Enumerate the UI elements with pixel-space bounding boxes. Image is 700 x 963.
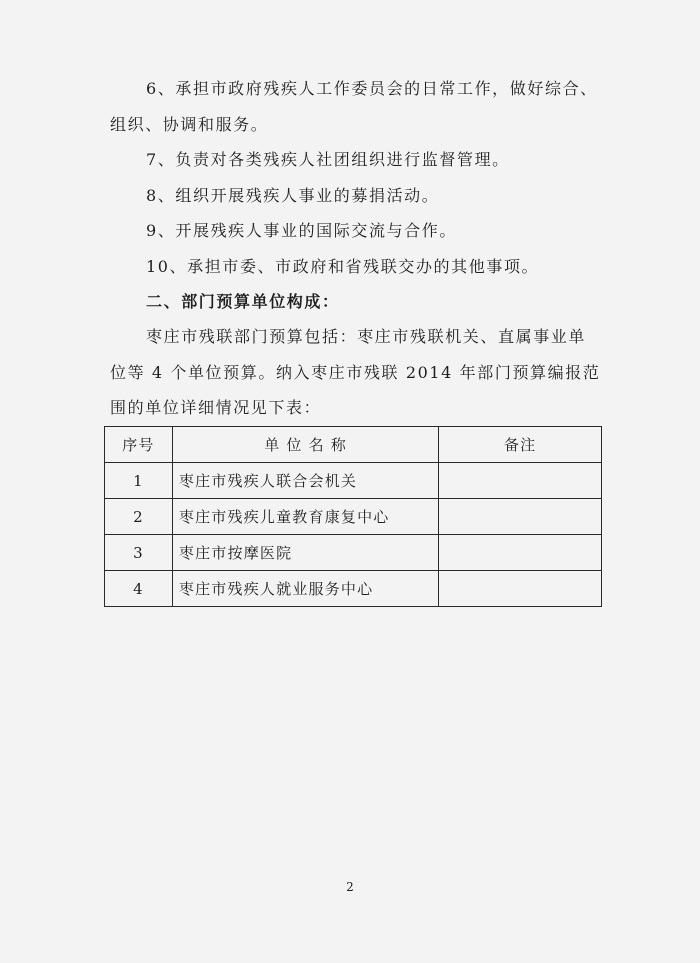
row-index: 4 xyxy=(105,571,173,607)
paragraph-item-7: 7、负责对各类残疾人社团组织进行监督管理。 xyxy=(146,150,510,169)
paragraph-item-8: 8、组织开展残疾人事业的募捐活动。 xyxy=(146,186,440,205)
table-row xyxy=(105,463,602,499)
table-row xyxy=(105,535,602,571)
header-index: 序号 xyxy=(105,427,173,463)
paragraph-item-6: 6、承担市政府残疾人工作委员会的日常工作，做好综合、 xyxy=(146,79,598,98)
row-unit-name: 枣庄市按摩医院 xyxy=(172,535,438,571)
header-remarks: 备注 xyxy=(439,427,602,463)
row-index: 3 xyxy=(105,535,173,571)
table-header-row xyxy=(105,427,602,463)
table-row xyxy=(105,571,602,607)
header-unit-name: 单 位 名 称 xyxy=(172,427,438,463)
row-index: 2 xyxy=(105,499,173,535)
paragraph-item-9: 9、开展残疾人事业的国际交流与合作。 xyxy=(146,221,457,240)
intro-line-1: 枣庄市残联部门预算包括：枣庄市残联机关、直属事业单 xyxy=(146,327,587,346)
table-row xyxy=(105,499,602,535)
row-unit-name: 枣庄市残疾人联合会机关 xyxy=(172,463,438,499)
row-index: 1 xyxy=(105,463,173,499)
row-remarks xyxy=(439,499,602,535)
row-unit-name: 枣庄市残疾人就业服务中心 xyxy=(172,571,438,607)
row-unit-name: 枣庄市残疾儿童教育康复中心 xyxy=(172,499,438,535)
intro-line-3: 围的单位详细情况见下表： xyxy=(110,398,322,417)
section-heading: 二、部门预算单位构成： xyxy=(146,292,340,311)
budget-units-table xyxy=(104,426,602,607)
intro-line-2: 位等 4 个单位预算。纳入枣庄市残联 2014 年部门预算编报范 xyxy=(110,363,601,382)
paragraph-item-10: 10、承担市委、市政府和省残联交办的其他事项。 xyxy=(146,257,540,276)
paragraph-item-6-continued: 组织、协调和服务。 xyxy=(110,115,269,134)
row-remarks xyxy=(439,571,602,607)
page-number: 2 xyxy=(346,880,354,894)
row-remarks xyxy=(439,463,602,499)
row-remarks xyxy=(439,535,602,571)
